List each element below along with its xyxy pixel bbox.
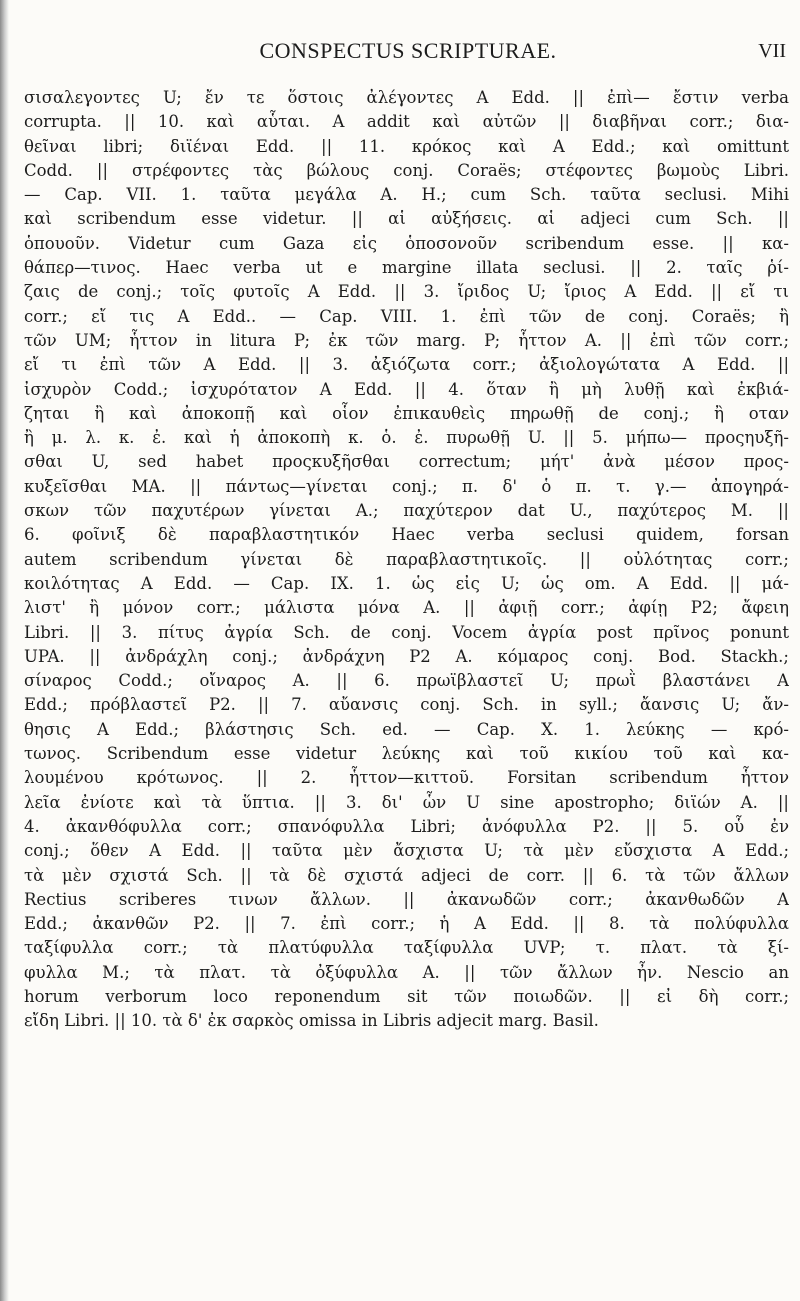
text-line: corr.; εἴ τις A Edd.. — Cap. VIII. 1. ἐπὶ τῶν de conj. Coraës; ἢ (24, 306, 789, 326)
text-line: Codd. || στρέφοντες τὰς βώλους conj. Coraës; στέφοντες βωμοὺς Libri. (24, 160, 789, 180)
text-line: conj.; ὅθεν A Edd. || ταῦτα μὲν ἄσχιστα U; τὰ μὲν εὔσχιστα A Edd.; (24, 841, 789, 861)
text-line: Edd.; πρόβλαστεῖ P2. || 7. αὔανσις conj. Sch. in syll.; ἄανσις U; ἄν- (24, 695, 789, 715)
text-line: ὁπουοῦν. Videtur cum Gaza εἰς ὁποσονοῦν scribendum esse. || κα- (24, 233, 789, 253)
page-spine-shadow (0, 0, 9, 1301)
text-line: UPA. || ἀνδράχλη conj.; ἀνδράχνη P2 A. κόμαρος conj. Bod. Stackh.; (24, 646, 789, 666)
text-line: ἢ μ. λ. κ. ἐ. καὶ ἡ ἀποκοπὴ κ. ὁ. ἐ. πυρωθῇ U. || 5. μήπω— προςηυξῆ- (24, 428, 789, 448)
page-number: VII (758, 40, 786, 62)
text-line: corrupta. || 10. καὶ αὗται. A addit καὶ αὐτῶν || διαβῆναι corr.; δια- (24, 112, 789, 132)
text-line: Rectius scriberes τινων ἄλλων. || ἀκανωδῶν corr.; ἀκανθωδῶν A (24, 889, 789, 909)
text-line: autem scribendum γίνεται δὲ παραβλαστητικοῖς. || οὐλότητας corr.; (24, 549, 789, 569)
text-line: σκων τῶν παχυτέρων γίνεται A.; παχύτερον dat U., παχύτερος M. || (24, 501, 789, 521)
text-line: φυλλα M.; τὰ πλατ. τὰ ὀξύφυλλα A. || τῶν ἄλλων ἦν. Nescio an (24, 962, 789, 982)
critical-apparatus (24, 86, 789, 1034)
text-line: 6. φοῖνιξ δὲ παραβλαστητικόν Haec verba seclusi quidem, forsan (24, 525, 789, 545)
text-line: ταξίφυλλα corr.; τὰ πλατύφυλλα ταξίφυλλα UVP; τ. πλατ. τὰ ξί- (24, 938, 789, 958)
text-line: καὶ scribendum esse videtur. || αἱ αὐξήσεις. αἱ adjeci cum Sch. || (24, 209, 789, 229)
text-line: θεῖναι libri; διϊέναι Edd. || 11. κρόκος καὶ A Edd.; καὶ omittunt (24, 136, 789, 156)
text-line: Libri. || 3. πίτυς ἀγρία Sch. de conj. Vocem ἀγρία post πρῖνος ponunt (24, 622, 789, 642)
text-line: Edd.; ἀκανθῶν P2. || 7. ἐπὶ corr.; ἡ A Edd. || 8. τὰ πολύφυλλα (24, 914, 789, 934)
text-line: τὰ μὲν σχιστά Sch. || τὰ δὲ σχιστά adjeci de corr. || 6. τὰ τῶν ἄλλων (24, 865, 789, 885)
text-line: ζαις de conj.; τοῖς φυτοῖς A Edd. || 3. ἴριδος U; ἴριος A Edd. || εἴ τι (24, 282, 789, 302)
text-line: εἴδη Libri. || 10. τὰ δ' ἐκ σαρκὸς omissa in Libris adjecit marg. Basil. (24, 1011, 599, 1031)
text-line: ζηται ἢ καὶ ἀποκοπῇ καὶ οἷον ἐπικαυθεὶς πηρωθῇ de conj.; ἢ οταν (24, 403, 789, 423)
text-line: σισαλεγοντες U; ἔν τε ὅστοις ἀλέγοντες A Edd. || ἐπὶ— ἔστιν verba (24, 88, 789, 107)
text-line: κοιλότητας A Edd. — Cap. IX. 1. ὡς εἰς U; ὡς om. A Edd. || μά- (24, 573, 789, 593)
text-line: horum verborum loco reponendum sit τῶν ποιωδῶν. || εἰ δὴ corr.; (24, 986, 789, 1006)
text-line: λεῖα ἐνίοτε καὶ τὰ ὕπτια. || 3. δι' ὧν U sine apostropho; διϊών A. || (24, 792, 789, 812)
text-line: τωνος. Scribendum esse videtur λεύκης καὶ τοῦ κικίου τοῦ καὶ κα- (24, 744, 789, 764)
text-line: λιστ' ἢ μόνον corr.; μάλιστα μόνα A. || ἀφιῇ corr.; ἀφίῃ P2; ἄφειη (24, 598, 789, 618)
text-line: σθαι U, sed habet προςκυξῆσθαι correctum; μήτ' ἀνὰ μέσον προς- (24, 452, 789, 472)
text-line: τῶν UM; ἧττον in litura P; ἐκ τῶν marg. P; ἧττον A. || ἐπὶ τῶν corr.; (24, 330, 789, 350)
text-line: θησις A Edd.; βλάστησις Sch. ed. — Cap. X. 1. λεύκης — κρό- (24, 719, 789, 739)
text-line: κυξεῖσθαι MA. || πάντως—γίνεται conj.; π. δ' ὁ π. τ. γ.— ἀπογηρά- (24, 476, 789, 496)
text-line: λουμένου κρότωνος. || 2. ἧττον—κιττοῦ. Forsitan scribendum ἧττον (24, 768, 789, 788)
text-line: — Cap. VII. 1. ταῦτα μεγάλα A. H.; cum Sch. ταῦτα seclusi. Mihi (24, 185, 789, 205)
text-line: σίναρος Codd.; οἴναρος A. || 6. πρωϊβλαστεῖ U; πρωῒ βλαστάνει A (24, 671, 789, 691)
text-line: 4. ἀκανθόφυλλα corr.; σπανόφυλλα Libri; ἀνόφυλλα P2. || 5. οὗ ἐν (24, 816, 789, 836)
running-title: CONSPECTUS SCRIPTURAE. (259, 38, 557, 63)
text-line: θάπερ—τινος. Haec verba ut e margine illata seclusi. || 2. ταῖς ῥί- (24, 258, 789, 278)
running-head (30, 38, 786, 68)
text-line: εἴ τι ἐπὶ τῶν A Edd. || 3. ἀξιόζωτα corr.; ἀξιολογώτατα A Edd. || (24, 355, 789, 375)
text-line: ἰσχυρὸν Codd.; ἰσχυρότατον A Edd. || 4. ὅταν ἢ μὴ λυθῇ καὶ ἐκβιά- (24, 379, 789, 399)
